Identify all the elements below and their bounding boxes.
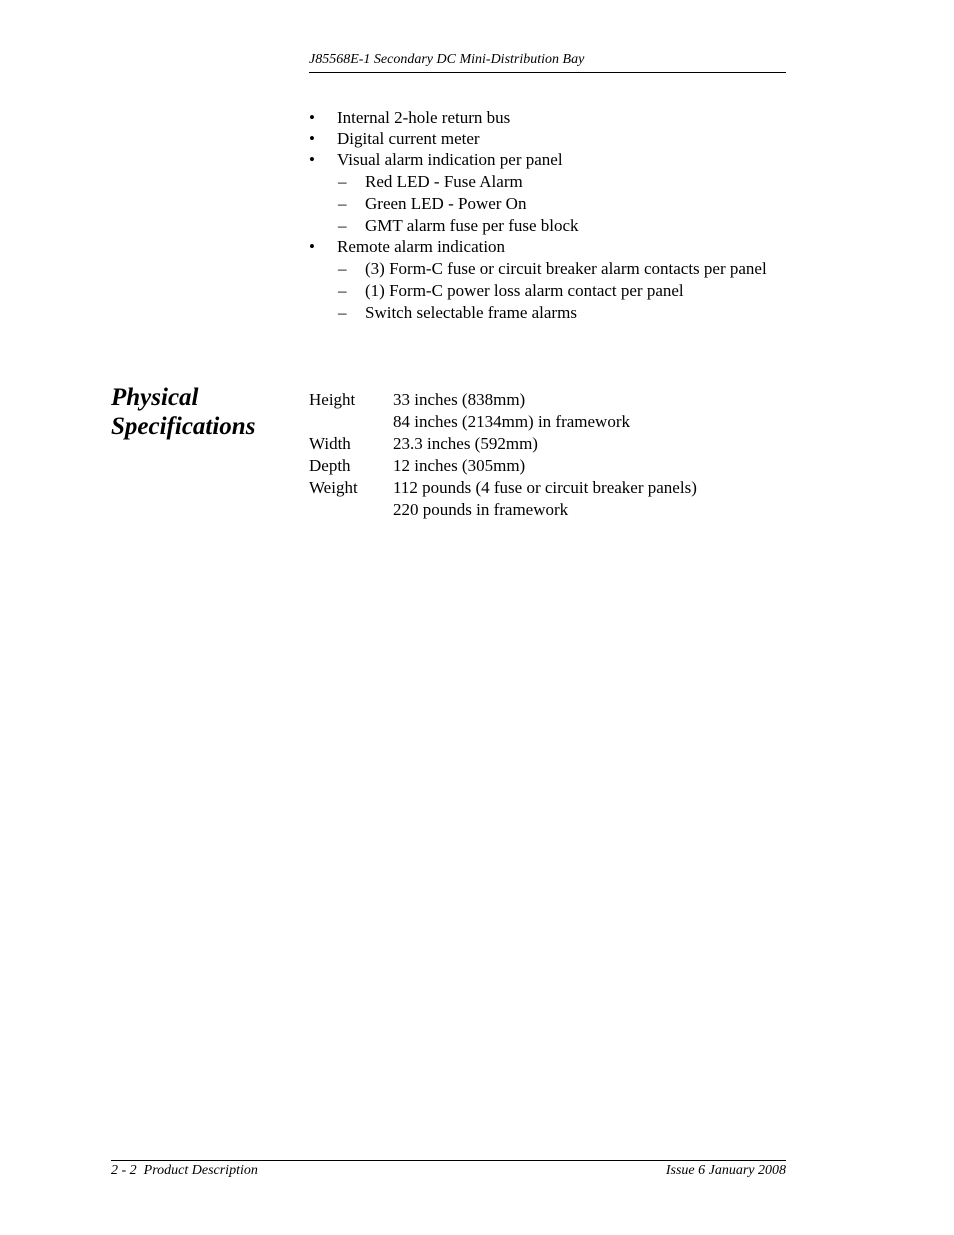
feature-item bbox=[309, 128, 779, 149]
feature-text: Internal 2-hole return bus bbox=[337, 108, 511, 127]
spec-value: 220 pounds in framework bbox=[393, 500, 569, 519]
subitem-text: Switch selectable frame alarms bbox=[365, 303, 577, 322]
spec-value: 23.3 inches (592mm) bbox=[393, 434, 538, 453]
bullet-marker: • bbox=[309, 108, 315, 127]
subitem-text: Red LED - Fuse Alarm bbox=[365, 172, 523, 191]
footer-page-section: 2 - 2 Product Description bbox=[111, 1163, 258, 1178]
dash-marker: – bbox=[338, 281, 347, 300]
spec-value: 112 pounds (4 fuse or circuit breaker panels) bbox=[393, 478, 697, 497]
bullet-marker: • bbox=[309, 129, 315, 148]
dash-marker: – bbox=[338, 259, 347, 278]
dash-marker: – bbox=[338, 303, 347, 322]
section-heading-line: Physical bbox=[111, 384, 199, 411]
spec-value: 84 inches (2134mm) in framework bbox=[393, 412, 630, 431]
spec-label: Height bbox=[309, 390, 356, 409]
spec-label: Depth bbox=[309, 456, 351, 475]
footer-issue-date: Issue 6 January 2008 bbox=[665, 1163, 786, 1178]
spec-value: 33 inches (838mm) bbox=[393, 390, 526, 409]
subitem-text: (3) Form-C fuse or circuit breaker alarm contacts per panel bbox=[365, 259, 767, 278]
running-header-title: J85568E-1 Secondary DC Mini-Distribution Bay bbox=[309, 52, 585, 67]
spec-label: Weight bbox=[309, 478, 358, 497]
bullet-marker: • bbox=[309, 237, 315, 256]
section-heading-line: Specifications bbox=[111, 413, 256, 440]
feature-subitem bbox=[309, 257, 779, 279]
feature-text: Digital current meter bbox=[337, 129, 480, 148]
header-rule bbox=[309, 72, 786, 73]
feature-text: Remote alarm indication bbox=[337, 237, 506, 256]
feature-subitem bbox=[309, 214, 779, 236]
feature-subitem bbox=[309, 301, 779, 323]
dash-marker: – bbox=[338, 172, 347, 191]
feature-subitem bbox=[309, 279, 779, 301]
dash-marker: – bbox=[338, 216, 347, 235]
bullet-marker: • bbox=[309, 150, 315, 169]
spec-label: Width bbox=[309, 434, 351, 453]
feature-item bbox=[309, 149, 779, 170]
subitem-text: GMT alarm fuse per fuse block bbox=[365, 216, 579, 235]
feature-subitem bbox=[309, 170, 779, 192]
feature-item bbox=[309, 107, 779, 128]
footer-rule bbox=[111, 1160, 786, 1161]
feature-subitem bbox=[309, 192, 779, 214]
subitem-text: Green LED - Power On bbox=[365, 194, 527, 213]
dash-marker: – bbox=[338, 194, 347, 213]
section-heading bbox=[111, 383, 301, 441]
feature-text: Visual alarm indication per panel bbox=[337, 150, 563, 169]
subitem-text: (1) Form-C power loss alarm contact per panel bbox=[365, 281, 684, 300]
feature-list bbox=[309, 107, 779, 323]
spec-value: 12 inches (305mm) bbox=[393, 456, 526, 475]
feature-item bbox=[309, 236, 779, 257]
